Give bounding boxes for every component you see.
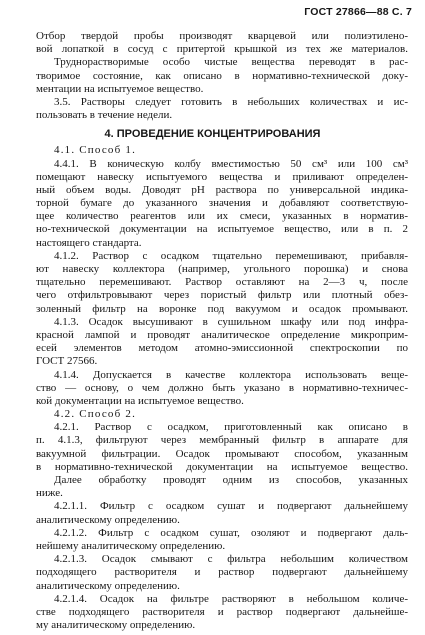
paragraph-line: Отбор твердой пробы производят кварцевой или полиэтилено- [36, 30, 408, 42]
paragraph-line: му аналитическому определению. [36, 619, 196, 632]
paragraph-line: торной бумаге до указанного значения и добавляют соответствую- [36, 197, 408, 210]
paragraph-line: 4.2.1.4. Осадок на фильтре растворяют в небольшом количе- [54, 592, 408, 605]
paragraph-line: 4.2.1.1. Фильтр с осадком сушат и подвергают дальнейшему [54, 500, 408, 513]
paragraph-line: красной лампой и проводят аналитическое определение микроприм- [36, 328, 408, 341]
paragraph-line: вой лопаткой в сосуд с притертой крышкой из тех же материалов. [36, 43, 408, 56]
paragraph-line: есей элементов методом атомно-эмиссионной спектроскопии по [36, 342, 408, 355]
paragraph-line: помещают навеску испытуемого вещества и приливают определен- [36, 170, 408, 183]
paragraph-line: Труднорастворимые особо чистые вещества переводят в рас- [54, 56, 408, 69]
paragraph-line: но-технической документации на испытуемое вещество, или в п. 2 [36, 223, 408, 236]
paragraph-line: стве подходящего растворителя и раствор подвергают дальнейше- [36, 605, 408, 618]
paragraph-line: тщательно перемешивают. Раствор оставляют на 2—3 ч, после [36, 276, 408, 289]
paragraph-line: чего отфильтровывают через пористый фильтр или плотный обез- [36, 289, 408, 302]
paragraph-line: настоящего стандарта. [36, 236, 142, 249]
paragraph-line: кой документации на испытуемое вещество. [36, 394, 244, 407]
paragraph-line: щее количество реагентов или их смеси, указанных в норматив- [36, 210, 408, 223]
subsection-title: 4.2. Способ 2. [54, 408, 137, 421]
paragraph-line: 4.1.2. Раствор с осадком тщательно перемешивают, прибавля- [54, 249, 408, 262]
paragraph-line: ментации на испытуемое вещество. [36, 82, 204, 95]
paragraph-line: подходящего растворителя и раствор подвергают дальнейшему [36, 566, 408, 579]
paragraph-line: аналитическому определению. [36, 513, 180, 526]
paragraph-line: вакуумной фильтрации. Осадок промывают способом, указанным [36, 447, 408, 460]
paragraph-line: 4.4.1. В коническую колбу вместимостью 50 см³ или 100 см³ [54, 157, 408, 170]
paragraph-line: ГОСТ 27566. [36, 355, 98, 368]
paragraph-line: золенный фильтр на воронке под вакуумом и осадок промывают. [36, 302, 408, 315]
subsection-title: 4.1. Способ 1. [54, 144, 137, 157]
paragraph-line: 4.1.3. Осадок высушивают в сушильном шкафу или под инфра- [54, 315, 408, 328]
paragraph-line: нейшему аналитическому определению. [36, 539, 226, 552]
paragraph-line: 4.2.1.2. Фильтр с осадком сушат, озоляют и подвергают даль- [54, 526, 408, 539]
paragraph-line: 3.5. Растворы следует готовить в небольших количествах и ис- [54, 95, 408, 108]
paragraph-line: ный объем воды. Доводят pH раствора по универсальной индика- [36, 183, 408, 196]
document-body [0, 30, 425, 632]
paragraph-line: пользовать в течение недели. [36, 109, 173, 122]
paragraph-line: 4.2.1. Раствор с осадком, приготовленный как описано в [54, 421, 408, 434]
paragraph-line: п. 4.1.3, фильтруют через мембранный фильтр в аппарате для [36, 434, 408, 447]
paragraph-line: Далее обработку проводят одним из способов, указанных [54, 474, 408, 486]
paragraph-line: ство — основу, о чем должно быть указано в нормативно-техничес- [36, 381, 408, 394]
paragraph-line: 4.2.1.3. Осадок смывают с фильтра небольшим количеством [54, 553, 408, 566]
paragraph-line: ниже. [36, 487, 63, 500]
page-header: ГОСТ 27866—88 С. 7 [304, 6, 412, 18]
paragraph-line: аналитическому определению. [36, 579, 180, 592]
section-title: 4. ПРОВЕДЕНИЕ КОНЦЕНТРИРОВАНИЯ [104, 128, 321, 141]
paragraph-line: творимое состояние, как описано в нормативно-технической доку- [36, 69, 408, 82]
paragraph-line: 4.1.4. Допускается в качестве коллектора использовать веще- [54, 368, 408, 381]
paragraph-line: ют навеску коллектора (например, угольного порошка) и снова [36, 263, 408, 275]
paragraph-line: в нормативно-технической документации на испытуемое вещество. [36, 460, 408, 473]
